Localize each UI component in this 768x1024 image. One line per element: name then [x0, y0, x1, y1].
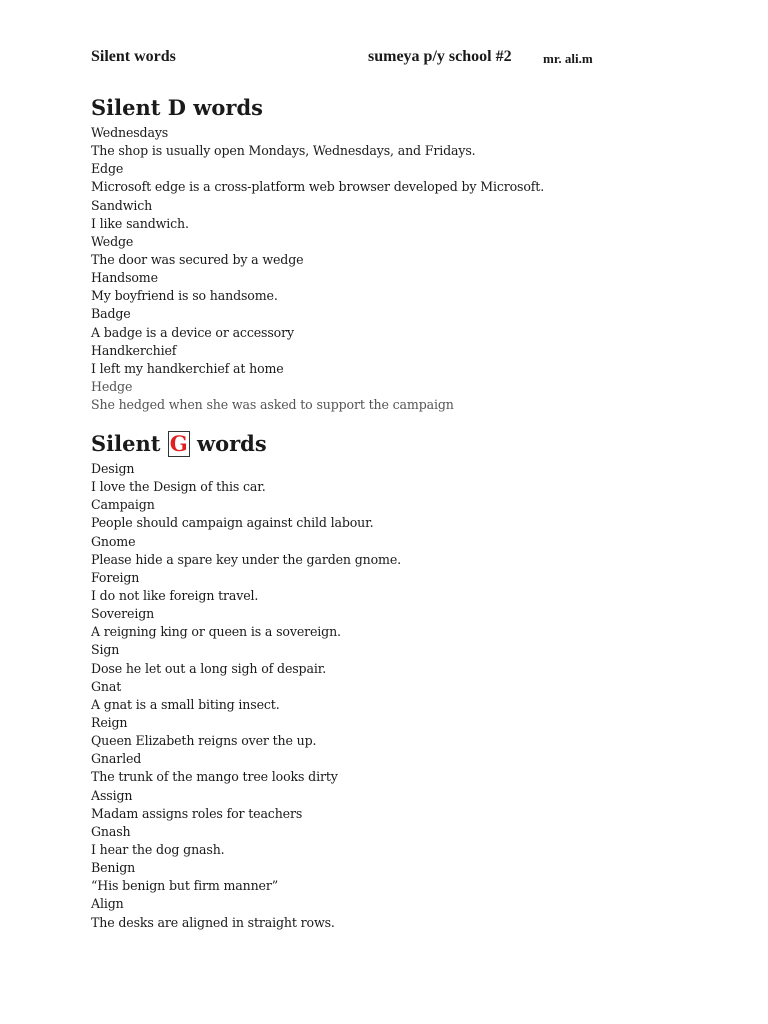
word: Assign	[91, 787, 133, 803]
word: Foreign	[91, 569, 140, 585]
example-sentence: My boyfriend is so handsome.	[91, 288, 278, 304]
example-sentence: “His benign but firm manner”	[91, 878, 279, 894]
word: Handsome	[91, 270, 158, 286]
silent-d-word-list	[91, 124, 711, 414]
example-sentence: She hedged when she was asked to support the campaign	[91, 397, 454, 413]
word: Sandwich	[91, 197, 153, 213]
example-sentence: The desks are aligned in straight rows.	[91, 914, 335, 930]
silent-d-heading	[91, 93, 711, 124]
example-sentence: Queen Elizabeth reigns over the up.	[91, 733, 317, 749]
example-sentence: A badge is a device or accessory	[91, 324, 294, 340]
word: Wedge	[91, 233, 134, 249]
word: Campaign	[91, 497, 155, 513]
example-sentence: I love the Design of this car.	[91, 479, 266, 495]
heading-letter: D	[167, 95, 186, 120]
word: Align	[91, 896, 124, 912]
word: Handkerchief	[91, 342, 177, 358]
example-sentence: The trunk of the mango tree looks dirty	[91, 769, 338, 785]
word: Design	[91, 461, 135, 476]
word: Badge	[91, 306, 131, 322]
teacher-name: mr. ali.m	[543, 51, 593, 66]
silent-g-section	[91, 429, 711, 932]
school-name: sumeya p/y school #2	[368, 48, 512, 65]
word: Sign	[91, 642, 120, 658]
example-sentence: Madam assigns roles for teachers	[91, 805, 303, 821]
heading-prefix: Silent	[91, 431, 168, 456]
heading-suffix: words	[185, 95, 263, 120]
example-sentence: A gnat is a small biting insect.	[91, 696, 280, 712]
example-sentence: The door was secured by a wedge	[91, 251, 304, 267]
silent-g-heading	[91, 429, 711, 460]
example-sentence: Please hide a spare key under the garden gnome.	[91, 551, 401, 567]
word: Wednesdays	[91, 125, 169, 140]
example-sentence: I like sandwich.	[91, 215, 189, 231]
word: Gnome	[91, 533, 136, 549]
heading-prefix: Silent	[91, 95, 168, 120]
word: Hedge	[91, 378, 133, 394]
word: Edge	[91, 161, 124, 177]
word: Gnash	[91, 823, 131, 839]
page-header	[91, 48, 711, 70]
highlighted-letter-box: G	[169, 431, 188, 456]
silent-d-section	[91, 93, 711, 414]
word: Sovereign	[91, 606, 155, 622]
example-sentence: I do not like foreign travel.	[91, 587, 259, 603]
document-title: Silent words	[91, 48, 176, 65]
word: Benign	[91, 860, 136, 876]
word: Gnarled	[91, 751, 142, 767]
word: Reign	[91, 714, 128, 730]
example-sentence: Microsoft edge is a cross-platform web browser developed by Microsoft.	[91, 179, 545, 195]
heading-suffix: words	[189, 431, 267, 456]
word: Gnat	[91, 678, 122, 694]
example-sentence: I hear the dog gnash.	[91, 841, 225, 857]
example-sentence: Dose he let out a long sigh of despair.	[91, 660, 327, 676]
example-sentence: A reigning king or queen is a sovereign.	[91, 624, 341, 640]
example-sentence: I left my handkerchief at home	[91, 360, 284, 376]
example-sentence: People should campaign against child labour.	[91, 515, 374, 531]
silent-g-word-list	[91, 460, 711, 932]
example-sentence: The shop is usually open Mondays, Wednesdays, and Fridays.	[91, 143, 476, 159]
